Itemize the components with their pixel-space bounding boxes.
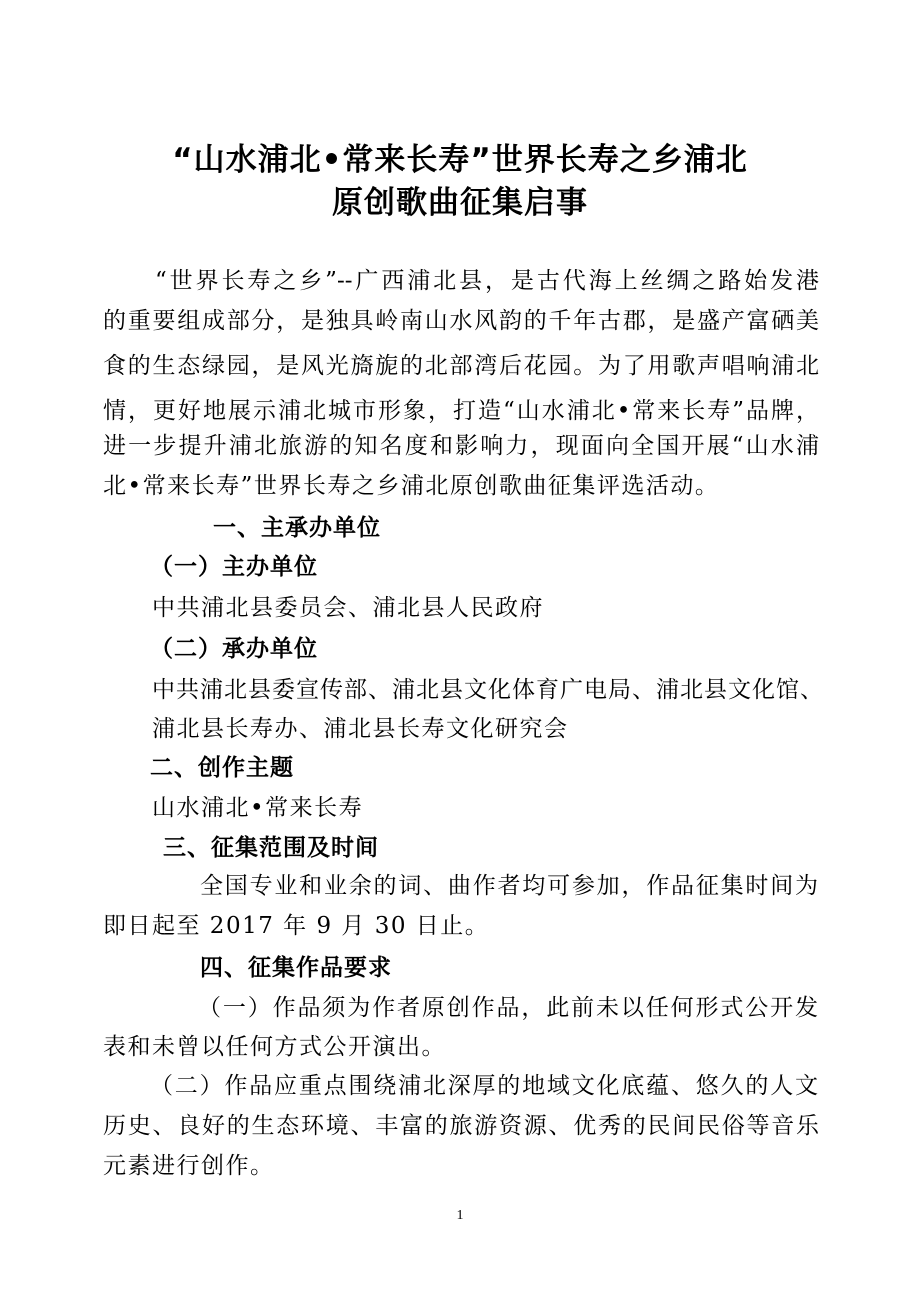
section-3-line-2: 即日起至 2017 年 9 月 30 日止。 <box>103 913 490 939</box>
section-4-item-1-line-1: （一）作品须为作者原创作品，此前未以任何形式公开发 <box>198 995 818 1021</box>
section-3-line-1: 全国专业和业余的词、曲作者均可参加，作品征集时间为 <box>200 873 818 899</box>
section-1-sub-2-line-1: 中共浦北县委宣传部、浦北县文化体育广电局、浦北县文化馆、 <box>152 677 824 703</box>
document-title-line-2: 原创歌曲征集启事 <box>332 185 588 221</box>
section-4-item-2-line-2: 历史、良好的生态环境、丰富的旅游资源、优秀的民间民俗等音乐 <box>103 1113 819 1139</box>
page-number: 1 <box>456 1208 464 1223</box>
section-4-item-2-line-3: 元素进行创作。 <box>103 1153 275 1179</box>
section-1-sub-2-line-2: 浦北县长寿办、浦北县长寿文化研究会 <box>152 716 569 742</box>
section-3-heading: 三、征集范围及时间 <box>163 835 379 861</box>
document-title-line-1: “山水浦北•常来长寿”世界长寿之乡浦北 <box>172 142 748 178</box>
section-1-sub-2-heading: （二）承办单位 <box>150 636 318 662</box>
intro-line-4: 情，更好地展示浦北城市形象，打造“山水浦北•常来长寿”品牌， <box>103 398 819 424</box>
section-4-heading: 四、征集作品要求 <box>200 955 392 981</box>
section-4-item-2-line-1: （二）作品应重点围绕浦北深厚的地域文化底蕴、悠久的人文 <box>150 1073 818 1099</box>
section-2-text: 山水浦北•常来长寿 <box>152 795 364 821</box>
section-1-sub-1-text: 中共浦北县委员会、浦北县人民政府 <box>152 595 544 621</box>
intro-line-1: “世界长寿之乡”--广西浦北县，是古代海上丝绸之路始发港 <box>155 268 819 294</box>
intro-line-6: 北•常来长寿”世界长寿之乡浦北原创歌曲征集评选活动。 <box>103 473 720 499</box>
intro-line-3: 食的生态绿园，是风光旖旎的北部湾后花园。为了用歌声唱响浦北 <box>103 353 819 379</box>
intro-line-2: 的重要组成部分，是独具岭南山水风韵的千年古郡，是盛产富硒美 <box>103 308 819 334</box>
section-1-sub-1-heading: （一）主办单位 <box>150 554 318 580</box>
intro-line-5: 进一步提升浦北旅游的知名度和影响力，现面向全国开展“山水浦 <box>103 433 819 459</box>
section-2-heading: 二、创作主题 <box>150 755 294 781</box>
section-1-heading: 一、主承办单位 <box>213 515 381 541</box>
section-4-item-1-line-2: 表和未曾以任何方式公开演出。 <box>103 1034 446 1060</box>
